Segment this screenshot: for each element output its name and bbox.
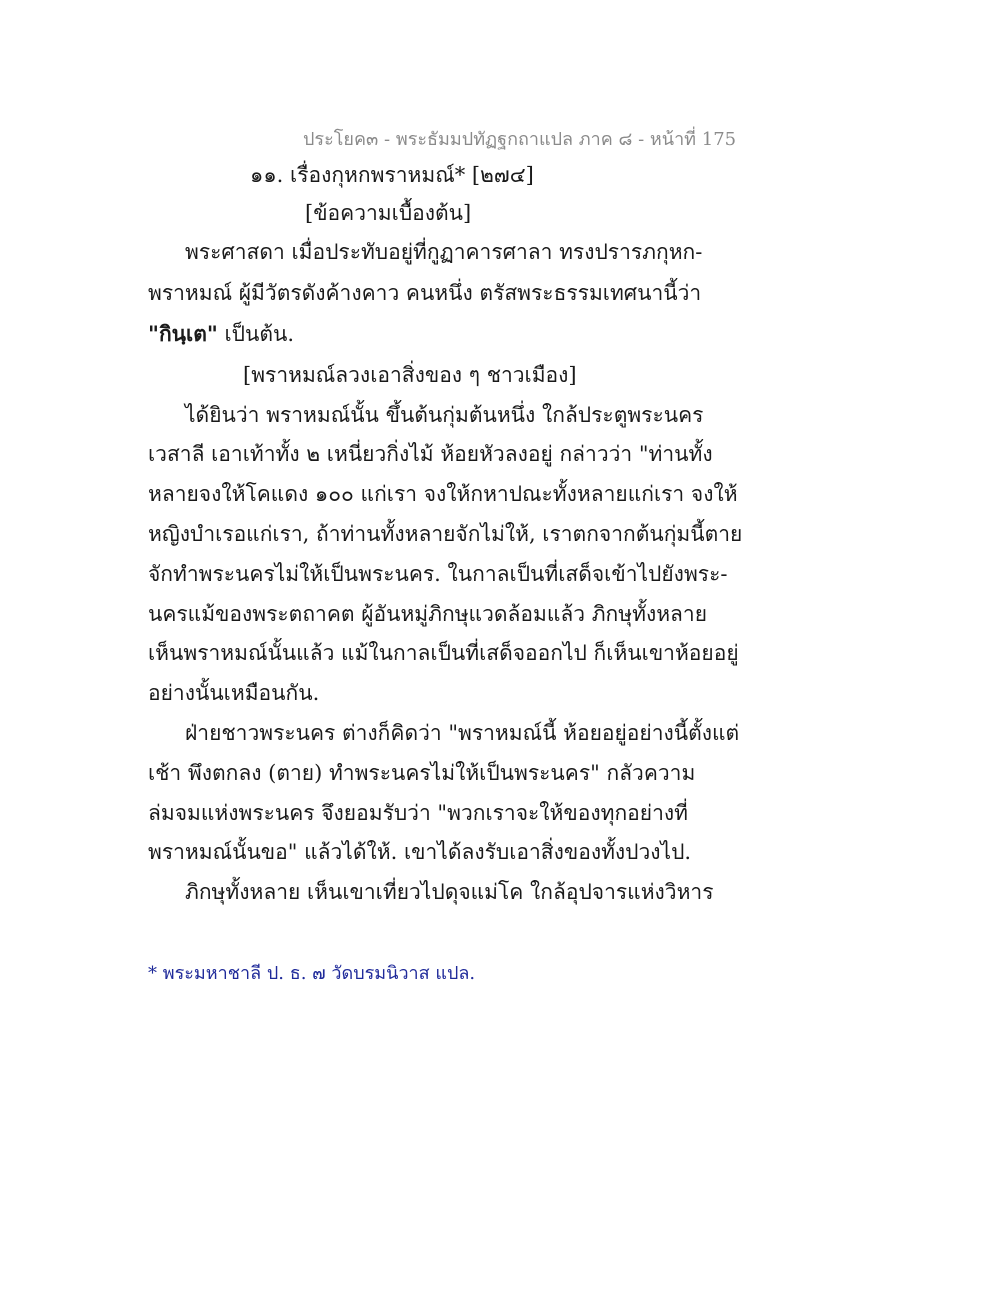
body-line: ได้ยินว่า พราหมณ์นั้น ขึ้นต้นกุ่มต้นหนึ่ง ใกล้ประตูพระนคร (185, 403, 704, 427)
intro-tail: เป็นต้น. (224, 322, 295, 346)
body-line: หญิงบำเรอแก่เรา, ถ้าท่านทั้งหลายจักไม่ให้, เราตกจากต้นกุ่มนี้ตาย (148, 522, 743, 546)
section-heading: [พราหมณ์ลวงเอาสิ่งของ ๆ ชาวเมือง] (243, 363, 577, 387)
intro-line-last (148, 323, 294, 345)
body-line: เวสาลี เอาเท้าทั้ง ๒ เหนี่ยวกิ่งไม้ ห้อยหัวลงอยู่ กล่าวว่า "ท่านทั้ง (148, 442, 713, 466)
body-line: จักทำพระนครไม่ให้เป็นพระนคร. ในกาลเป็นที่เสด็จเข้าไปยังพระ- (148, 562, 728, 586)
body-line: ฝ่ายชาวพระนคร ต่างก็คิดว่า "พราหมณ์นี้ ห้อยอยู่อย่างนี้ตั้งแต่ (185, 721, 740, 745)
running-header: ประโยค๓ - พระธัมมปทัฏฐกถาแปล ภาค ๘ - หน้าที่ 175 (303, 129, 737, 150)
intro-line: พราหมณ์ ผู้มีวัตรดังค้างคาว คนหนึ่ง ตรัสพระธรรมเทศนานี้ว่า (148, 281, 702, 305)
body-line: เช้า พึงตกลง (ตาย) ทำพระนครไม่ให้เป็นพระนคร" กลัวความ (148, 761, 696, 785)
body-line: ล่มจมแห่งพระนคร จึงยอมรับว่า "พวกเราจะให้ของทุกอย่างที่ (148, 801, 688, 825)
body-line: หลายจงให้โคแดง ๑๐๐ แก่เรา จงให้กหาปณะทั้งหลายแก่เรา จงให้ (148, 482, 738, 506)
pali-quote: "กินฺเต" (148, 321, 218, 346)
body-line: ภิกษุทั้งหลาย เห็นเขาเที่ยวไปดุจแม่โค ใกล้อุปจารแห่งวิหาร (185, 880, 714, 904)
body-line: พราหมณ์นั้นขอ" แล้วได้ให้. เขาได้ลงรับเอาสิ่งของทั้งปวงไป. (148, 840, 692, 864)
intro-line: พระศาสดา เมื่อประทับอยู่ที่กูฏาคารศาลา ทรงปรารภกุหก- (185, 240, 703, 264)
body-line: อย่างนั้นเหมือนกัน. (148, 681, 320, 705)
body-line: เห็นพราหมณ์นั้นแล้ว แม้ในกาลเป็นที่เสด็จออกไป ก็เห็นเขาห้อยอยู่ (148, 641, 739, 665)
footnote: * พระมหาชาลี ป. ธ. ๗ วัดบรมนิวาส แปล. (148, 963, 476, 984)
intro-heading: [ข้อความเบื้องต้น] (305, 201, 472, 225)
body-line: นครแม้ของพระตถาคต ผู้อันหมู่ภิกษุแวดล้อมแล้ว ภิกษุทั้งหลาย (148, 602, 708, 626)
story-title: ๑๑. เรื่องกุหกพราหมณ์* [๒๗๔] (250, 163, 534, 187)
